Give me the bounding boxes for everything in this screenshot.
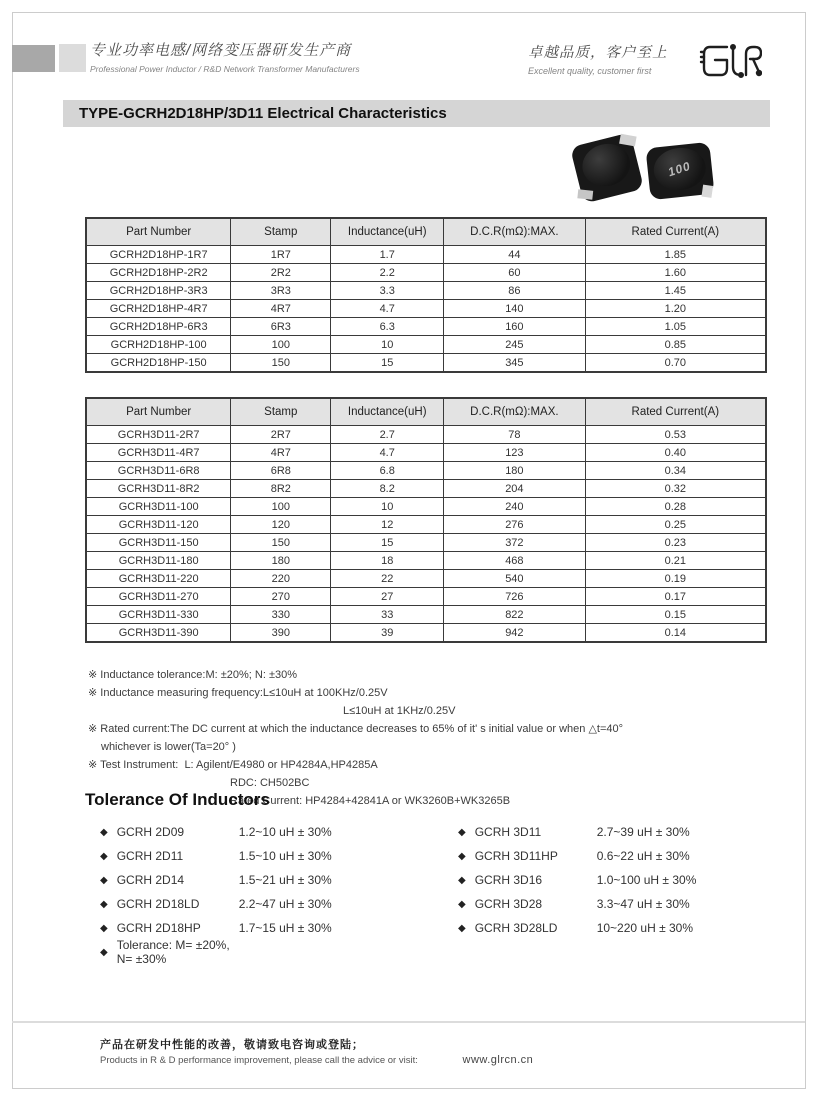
table-cell: 44 (444, 246, 585, 264)
table-cell: 12 (331, 516, 444, 534)
table-cell: 0.25 (585, 516, 766, 534)
table-cell: 8R2 (231, 480, 331, 498)
table-cell: 6.8 (331, 462, 444, 480)
company-name-cn: 专业功率电感/网络变压器研发生产商 (90, 42, 352, 59)
note-test-instrument-rdc: RDC: CH502BC (230, 777, 310, 789)
table-row (86, 588, 766, 606)
table-cell: 0.17 (585, 588, 766, 606)
table-cell: 18 (331, 552, 444, 570)
table-cell: GCRH3D11-270 (86, 588, 231, 606)
table-cell: 245 (444, 336, 585, 354)
series-name: GCRH 2D14 (116, 873, 185, 887)
table-cell: 86 (444, 282, 585, 300)
table-cell: 330 (231, 606, 331, 624)
note-measuring-frequency: ※ Inductance measuring frequency:L≤10uH at 100KHz/0.25V (88, 687, 388, 699)
table-cell: 240 (444, 498, 585, 516)
tolerance-item (100, 868, 445, 892)
table-row (86, 624, 766, 643)
inductance-range: 10~220 uH ± 30% (596, 921, 694, 935)
terminal-clip (577, 189, 593, 200)
table-cell: GCRH2D18HP-4R7 (86, 300, 231, 318)
inductance-marking: 100 (666, 158, 693, 180)
table-cell: 33 (331, 606, 444, 624)
table-cell: 15 (331, 534, 444, 552)
table-cell: GCRH3D11-6R8 (86, 462, 231, 480)
table-cell: 204 (444, 480, 585, 498)
footer-note-en (100, 1054, 533, 1066)
table-cell: 1.60 (585, 264, 766, 282)
footer-divider (12, 1021, 805, 1023)
tolerance-item (100, 844, 445, 868)
table-row (86, 462, 766, 480)
notes-section (88, 666, 748, 810)
note-test-instrument-rated: Rated Current: HP4284+42841A or WK3260B+WK3265B (230, 795, 511, 807)
terminal-clip (701, 185, 713, 198)
table-cell: GCRH2D18HP-2R2 (86, 264, 231, 282)
table-cell: 8.2 (331, 480, 444, 498)
header-dark-block (12, 45, 55, 72)
tolerance-item (100, 916, 445, 940)
header-light-block (59, 44, 86, 72)
table-cell: GCRH2D18HP-1R7 (86, 246, 231, 264)
table-cell: 140 (444, 300, 585, 318)
table-cell: 6R8 (231, 462, 331, 480)
table-cell: 1.7 (331, 246, 444, 264)
column-header: Stamp (231, 398, 331, 426)
series-name: GCRH 2D18LD (116, 897, 200, 911)
diamond-bullet-icon: ◆ (458, 826, 466, 838)
table-cell: 0.85 (585, 336, 766, 354)
series-name: GCRH 2D18HP (116, 921, 201, 935)
note-measuring-frequency-cont: L≤10uH at 1KHz/0.25V (343, 705, 456, 717)
table-cell: 100 (231, 336, 331, 354)
table-row (86, 498, 766, 516)
tolerance-item (458, 868, 803, 892)
inductance-range: 1.7~15 uH ± 30% (238, 921, 332, 935)
table-cell: 3R3 (231, 282, 331, 300)
table-cell: GCRH2D18HP-150 (86, 354, 231, 373)
column-header: Inductance(uH) (331, 398, 444, 426)
diamond-bullet-icon: ◆ (458, 898, 466, 910)
table-cell: GCRH3D11-220 (86, 570, 231, 588)
column-header: Rated Current(A) (585, 218, 766, 246)
inductor-photo-right (645, 142, 714, 200)
table-cell: GCRH2D18HP-3R3 (86, 282, 231, 300)
slogan-cn: 卓越品质，客户至上 (528, 45, 668, 61)
column-header: Stamp (231, 218, 331, 246)
table-row (86, 444, 766, 462)
table-row (86, 516, 766, 534)
inductance-range: 0.6~22 uH ± 30% (596, 849, 690, 863)
column-header: D.C.R(mΩ):MAX. (444, 398, 585, 426)
table-row (86, 354, 766, 373)
table-cell: 150 (231, 534, 331, 552)
column-header: Part Number (86, 218, 231, 246)
table-cell: 4R7 (231, 444, 331, 462)
note-rated-current: ※ Rated current:The DC current at which the inductance decreases to 65% of it' s initial value or when △t=40° (88, 723, 624, 735)
tolerance-item (100, 892, 445, 916)
table-cell: 150 (231, 354, 331, 373)
inductance-range: 1.5~21 uH ± 30% (238, 873, 332, 887)
series-name: GCRH 3D11 (474, 825, 542, 839)
table-cell: 27 (331, 588, 444, 606)
tolerance-item (100, 820, 445, 844)
table-cell: GCRH3D11-390 (86, 624, 231, 643)
product-photos (574, 136, 724, 202)
table-cell: 468 (444, 552, 585, 570)
inductor-photo-left (570, 132, 644, 203)
table-row (86, 606, 766, 624)
table-cell: 2R7 (231, 426, 331, 444)
table-cell: 180 (231, 552, 331, 570)
table-cell: 2R2 (231, 264, 331, 282)
table-cell: 345 (444, 354, 585, 373)
gcrh3d11-spec-table (85, 397, 767, 643)
diamond-bullet-icon: ◆ (100, 898, 108, 910)
table-cell: 2.2 (331, 264, 444, 282)
inductance-range: 1.2~10 uH ± 30% (238, 825, 332, 839)
table-cell: 0.70 (585, 354, 766, 373)
table-row (86, 246, 766, 264)
company-name-en: Professional Power Inductor / R&D Network Transformer Manufacturers (90, 64, 360, 74)
table-cell: 2.7 (331, 426, 444, 444)
inductance-range: 2.2~47 uH ± 30% (238, 897, 332, 911)
gcrh2d18hp-spec-table (85, 217, 767, 373)
table-cell: 123 (444, 444, 585, 462)
diamond-bullet-icon: ◆ (100, 946, 108, 958)
table-cell: 10 (331, 498, 444, 516)
footer-note-en-text: Products in R & D performance improvement, please call the advice or visit: (100, 1055, 418, 1066)
table-cell: GCRH3D11-120 (86, 516, 231, 534)
table-cell: 15 (331, 354, 444, 373)
table-cell: GCRH3D11-150 (86, 534, 231, 552)
inductance-range: 3.3~47 uH ± 30% (596, 897, 690, 911)
table-cell: 0.21 (585, 552, 766, 570)
tolerance-item (458, 844, 803, 868)
tolerance-item (458, 820, 803, 844)
table-cell: 1.45 (585, 282, 766, 300)
column-header: Part Number (86, 398, 231, 426)
table-cell: 1R7 (231, 246, 331, 264)
table-cell: 0.19 (585, 570, 766, 588)
note-rated-current-cont: whichever is lower(Ta=20° ) (101, 741, 236, 753)
table-cell: 60 (444, 264, 585, 282)
table-cell: 10 (331, 336, 444, 354)
table-row (86, 300, 766, 318)
table-cell: 726 (444, 588, 585, 606)
diamond-bullet-icon: ◆ (458, 874, 466, 886)
table-cell: GCRH3D11-8R2 (86, 480, 231, 498)
company-slogan (528, 41, 668, 76)
table-cell: 3.3 (331, 282, 444, 300)
table-cell: 0.23 (585, 534, 766, 552)
table-cell: GCRH2D18HP-100 (86, 336, 231, 354)
series-name: GCRH 2D09 (116, 825, 185, 839)
table-cell: 372 (444, 534, 585, 552)
table-header-row (86, 218, 766, 246)
table-header-row (86, 398, 766, 426)
diamond-bullet-icon: ◆ (100, 874, 108, 886)
series-name: GCRH 2D11 (116, 849, 184, 863)
slogan-en: Excellent quality, customer first (528, 66, 652, 76)
table-cell: 0.40 (585, 444, 766, 462)
diamond-bullet-icon: ◆ (100, 826, 108, 838)
table-row (86, 426, 766, 444)
table-cell: 100 (231, 498, 331, 516)
table-cell: 540 (444, 570, 585, 588)
table-cell: 22 (331, 570, 444, 588)
table-row (86, 480, 766, 498)
table-cell: 390 (231, 624, 331, 643)
section-title-bar (63, 100, 770, 127)
note-tolerance: ※ Inductance tolerance:M: ±20%; N: ±30% (88, 669, 298, 681)
website-link[interactable]: www.glrcn.cn (462, 1054, 534, 1066)
diamond-bullet-icon: ◆ (100, 850, 108, 862)
table-cell: 0.28 (585, 498, 766, 516)
table-cell: 942 (444, 624, 585, 643)
footer-note-cn: 产品在研发中性能的改善，敬请致电咨询或登陆； (100, 1039, 364, 1051)
tolerance-item (458, 892, 803, 916)
table-row (86, 570, 766, 588)
inductance-range: 1.5~10 uH ± 30% (238, 849, 332, 863)
table-cell: 0.32 (585, 480, 766, 498)
tolerance-left-column (100, 820, 445, 964)
table-row (86, 318, 766, 336)
table-cell: 6.3 (331, 318, 444, 336)
table-cell: 4.7 (331, 300, 444, 318)
inductance-range: 2.7~39 uH ± 30% (596, 825, 690, 839)
table-row (86, 552, 766, 570)
table-cell: GCRH3D11-180 (86, 552, 231, 570)
series-name: GCRH 3D16 (474, 873, 543, 887)
series-name: GCRH 3D11HP (474, 849, 558, 863)
table-row (86, 264, 766, 282)
table-cell: 0.14 (585, 624, 766, 643)
table-cell: 78 (444, 426, 585, 444)
column-header: Inductance(uH) (331, 218, 444, 246)
table-cell: GCRH2D18HP-6R3 (86, 318, 231, 336)
page-title: TYPE-GCRH2D18HP/3D11 Electrical Characteristics (79, 105, 447, 122)
table-cell: 276 (444, 516, 585, 534)
table-cell: 1.85 (585, 246, 766, 264)
table-cell: GCRH3D11-4R7 (86, 444, 231, 462)
series-name: GCRH 3D28LD (474, 921, 558, 935)
table-cell: 1.20 (585, 300, 766, 318)
diamond-bullet-icon: ◆ (100, 922, 108, 934)
diamond-bullet-icon: ◆ (458, 922, 466, 934)
table-cell: 180 (444, 462, 585, 480)
note-test-instrument: ※ Test Instrument: L: Agilent/E4980 or HP4284A,HP4285A (88, 759, 378, 771)
tolerance-heading: Tolerance Of Inductors (85, 790, 270, 809)
table-cell: 39 (331, 624, 444, 643)
table-cell: 1.05 (585, 318, 766, 336)
tolerance-right-column (458, 820, 803, 940)
series-name: Tolerance: M= ±20%, N= ±30% (116, 938, 230, 966)
series-name: GCRH 3D28 (474, 897, 543, 911)
table-cell: GCRH3D11-100 (86, 498, 231, 516)
table-cell: 4.7 (331, 444, 444, 462)
table-cell: 0.53 (585, 426, 766, 444)
column-header: Rated Current(A) (585, 398, 766, 426)
table-cell: 160 (444, 318, 585, 336)
table-row (86, 282, 766, 300)
table-cell: 270 (231, 588, 331, 606)
table-cell: 220 (231, 570, 331, 588)
table-cell: 6R3 (231, 318, 331, 336)
table-cell: 120 (231, 516, 331, 534)
table-row (86, 336, 766, 354)
tolerance-item (458, 916, 803, 940)
company-tagline (90, 39, 360, 74)
table-cell: 0.34 (585, 462, 766, 480)
inductance-range: 1.0~100 uH ± 30% (596, 873, 697, 887)
diamond-bullet-icon: ◆ (458, 850, 466, 862)
table-cell: 0.15 (585, 606, 766, 624)
table-cell: 4R7 (231, 300, 331, 318)
tolerance-item (100, 940, 445, 964)
table-cell: GCRH3D11-2R7 (86, 426, 231, 444)
table-cell: 822 (444, 606, 585, 624)
table-row (86, 534, 766, 552)
brand-logo-icon (698, 40, 762, 88)
column-header: D.C.R(mΩ):MAX. (444, 218, 585, 246)
table-cell: GCRH3D11-330 (86, 606, 231, 624)
